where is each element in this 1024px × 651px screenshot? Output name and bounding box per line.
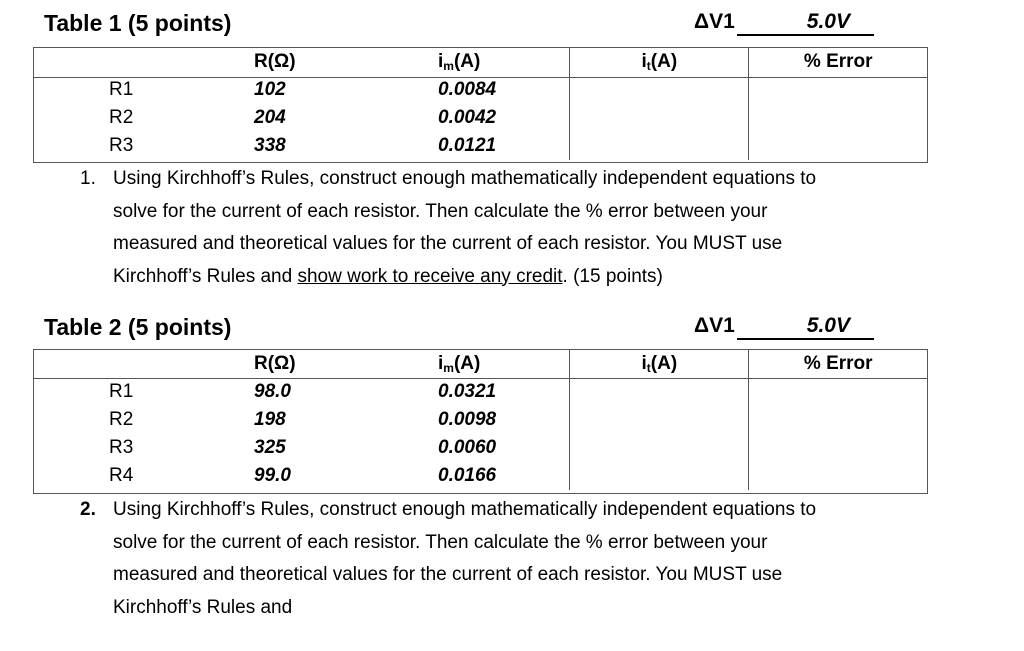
resistance-value: 102 — [254, 79, 286, 100]
table1-header — [44, 10, 924, 40]
table2-dv-value[interactable]: 5.0V — [737, 314, 874, 340]
table1-header-row — [33, 48, 928, 76]
table-row — [33, 462, 928, 490]
table2 — [33, 350, 928, 490]
table1-dv-label: ΔV1 — [694, 10, 735, 33]
question1-line3: measured and theoretical values for the current of each resistor. You MUST use — [113, 233, 783, 254]
percent-error-cell[interactable] — [748, 378, 928, 406]
table1-r-header: R(Ω) — [254, 51, 296, 72]
table1-delta-v — [694, 10, 874, 36]
table2-delta-v — [694, 314, 874, 340]
table2-it-header: $i_t(A)$ — [569, 350, 748, 378]
theoretical-current-cell[interactable] — [569, 406, 748, 434]
resistor-label: R4 — [109, 465, 134, 486]
table2-im-header: $i_m(A)$ — [438, 353, 481, 375]
percent-error-cell[interactable] — [748, 104, 928, 132]
question2-line2: solve for the current of each resistor. Then calculate the % error between your — [113, 531, 768, 553]
table2-blank-header — [33, 350, 218, 378]
table-row — [33, 406, 928, 434]
question1 — [80, 163, 940, 293]
table-row — [33, 76, 928, 104]
table1 — [33, 48, 928, 160]
table2-error-header: % Error — [748, 350, 928, 378]
table2-header — [44, 314, 924, 344]
resistance-value: 198 — [254, 409, 286, 430]
table2-dv-label: ΔV1 — [694, 314, 735, 337]
percent-error-cell[interactable] — [748, 76, 928, 104]
table1-error-header: % Error — [748, 48, 928, 76]
resistor-label: R2 — [109, 409, 134, 430]
resistance-value: 204 — [254, 107, 286, 128]
theoretical-current-cell[interactable] — [569, 132, 748, 160]
resistor-label: R1 — [109, 381, 134, 402]
question1-line1: Using Kirchhoff’s Rules, construct enough mathematically independent equations to — [113, 168, 817, 189]
theoretical-current-cell[interactable] — [569, 462, 748, 490]
resistance-value: 325 — [254, 437, 286, 458]
resistor-label: R2 — [109, 107, 134, 128]
measured-current: 0.0084 — [438, 79, 497, 100]
question2-line1: Using Kirchhoff’s Rules, construct enough mathematically independent equations to — [113, 499, 817, 520]
theoretical-current-cell[interactable] — [569, 76, 748, 104]
theoretical-current-cell[interactable] — [569, 434, 748, 462]
table-row — [33, 378, 928, 406]
measured-current: 0.0060 — [438, 437, 497, 458]
resistance-value: 338 — [254, 135, 286, 156]
theoretical-current-cell[interactable] — [569, 378, 748, 406]
show-work-underline: show work to receive any credit — [297, 265, 563, 287]
question1-number: 1. — [80, 168, 96, 189]
measured-current: 0.0042 — [438, 107, 497, 128]
resistor-label: R3 — [109, 437, 134, 458]
resistor-label: R3 — [109, 135, 134, 156]
measured-current: 0.0098 — [438, 409, 497, 430]
percent-error-cell[interactable] — [748, 132, 928, 160]
table2-r-header: R(Ω) — [254, 353, 296, 374]
percent-error-cell[interactable] — [748, 406, 928, 434]
percent-error-cell[interactable] — [748, 462, 928, 490]
measured-current: 0.0121 — [438, 135, 497, 156]
resistance-value: 98.0 — [254, 381, 291, 402]
question2 — [80, 494, 940, 624]
table1-blank-header — [33, 48, 218, 76]
table2-title: Table 2 (5 points) — [44, 314, 232, 340]
theoretical-current-cell[interactable] — [569, 104, 748, 132]
table-row — [33, 104, 928, 132]
question2-number: 2. — [80, 499, 96, 520]
table-row — [33, 434, 928, 462]
measured-current: 0.0166 — [438, 465, 497, 486]
table1-title: Table 1 (5 points) — [44, 10, 232, 36]
table1-im-header: $i_m(A)$ — [438, 51, 481, 73]
resistor-label: R1 — [109, 79, 134, 100]
table1-dv-value[interactable]: 5.0V — [737, 10, 874, 36]
table1-it-header: $i_t(A)$ — [569, 48, 748, 76]
question2-line3: measured and theoretical values for the current of each resistor. You MUST use — [113, 564, 783, 585]
percent-error-cell[interactable] — [748, 434, 928, 462]
question1-line4: Kirchhoff’s Rules and show work to receive any credit. (15 points) — [113, 265, 663, 287]
measured-current: 0.0321 — [438, 381, 497, 402]
question1-line2: solve for the current of each resistor. Then calculate the % error between your — [113, 200, 768, 222]
table2-header-row — [33, 350, 928, 378]
table-row — [33, 132, 928, 160]
resistance-value: 99.0 — [254, 465, 291, 486]
question2-line4: Kirchhoff’s Rules and — [113, 596, 293, 618]
